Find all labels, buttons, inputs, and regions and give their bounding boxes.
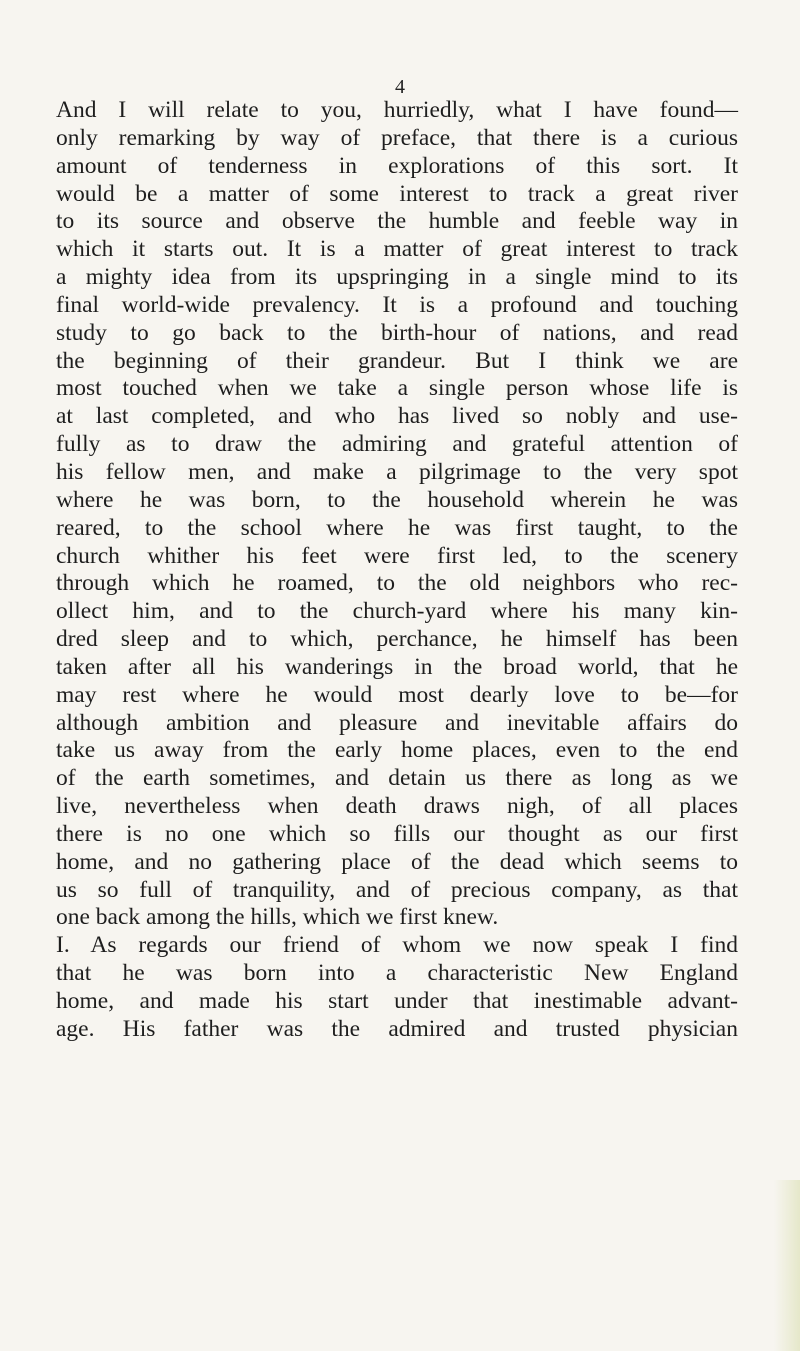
text-line: taken after all his wanderings in the broad world, that he [56, 653, 738, 680]
text-line: us so full of tranquility, and of precious company, as that [56, 876, 738, 903]
text-line: to its source and observe the humble and feeble way in [56, 208, 738, 235]
text-line: home, and no gathering place of the dead which seems to [56, 848, 738, 875]
text-line: take us away from the early home places, even to the end [56, 737, 738, 764]
page-number: 4 [395, 76, 405, 98]
text-line: which it starts out. It is a matter of great interest to track [56, 236, 738, 263]
body-text [56, 97, 738, 1044]
text-line: live, nevertheless when death draws nigh, of all places [56, 793, 738, 820]
text-line: a mighty idea from its upspringing in a single mind to its [56, 264, 738, 291]
text-line: And I will relate to you, hurriedly, what I have found— [56, 97, 738, 123]
text-line: study to go back to the birth-hour of nations, and read [56, 319, 738, 346]
text-line: dred sleep and to which, perchance, he himself has been [56, 626, 738, 653]
text-line: most touched when we take a single person whose life is [56, 375, 738, 402]
text-line: that he was born into a characteristic New England [56, 960, 738, 987]
text-line: may rest where he would most dearly love to be—for [56, 681, 738, 708]
paragraph-end-line: one back among the hills, which we first knew. [56, 904, 499, 931]
text-line: fully as to draw the admiring and grateful attention of [56, 431, 738, 458]
text-line: although ambition and pleasure and inevitable affairs do [56, 709, 738, 736]
text-line: the beginning of their grandeur. But I think we are [56, 347, 738, 374]
text-line: at last completed, and who has lived so nobly and use- [56, 403, 738, 430]
text-line: amount of tenderness in explorations of this sort. It [56, 152, 738, 179]
text-line: reared, to the school where he was first taught, to the [56, 514, 738, 541]
text-line: of the earth sometimes, and detain us there as long as we [56, 765, 738, 792]
text-line: where he was born, to the household wherein he was [56, 486, 738, 513]
text-line: age. His father was the admired and trusted physician [56, 1015, 738, 1042]
text-line: only remarking by way of preface, that there is a curious [56, 124, 738, 151]
text-line: home, and made his start under that inestimable advant- [56, 988, 738, 1014]
text-line: would be a matter of some interest to track a great river [56, 180, 738, 207]
text-line: ollect him, and to the church-yard where his many kin- [56, 598, 738, 625]
text-line: his fellow men, and make a pilgrimage to the very spot [56, 458, 738, 485]
text-line: through which he roamed, to the old neighbors who rec- [56, 570, 738, 597]
page-edge-discoloration [774, 1180, 800, 1351]
text-line: final world-wide prevalency. It is a profound and touching [56, 291, 738, 318]
text-line: there is no one which so fills our thought as our first [56, 820, 738, 847]
text-line: church whither his feet were first led, to the scenery [56, 542, 738, 569]
text-line: I. As regards our friend of whom we now speak I find [56, 932, 738, 959]
